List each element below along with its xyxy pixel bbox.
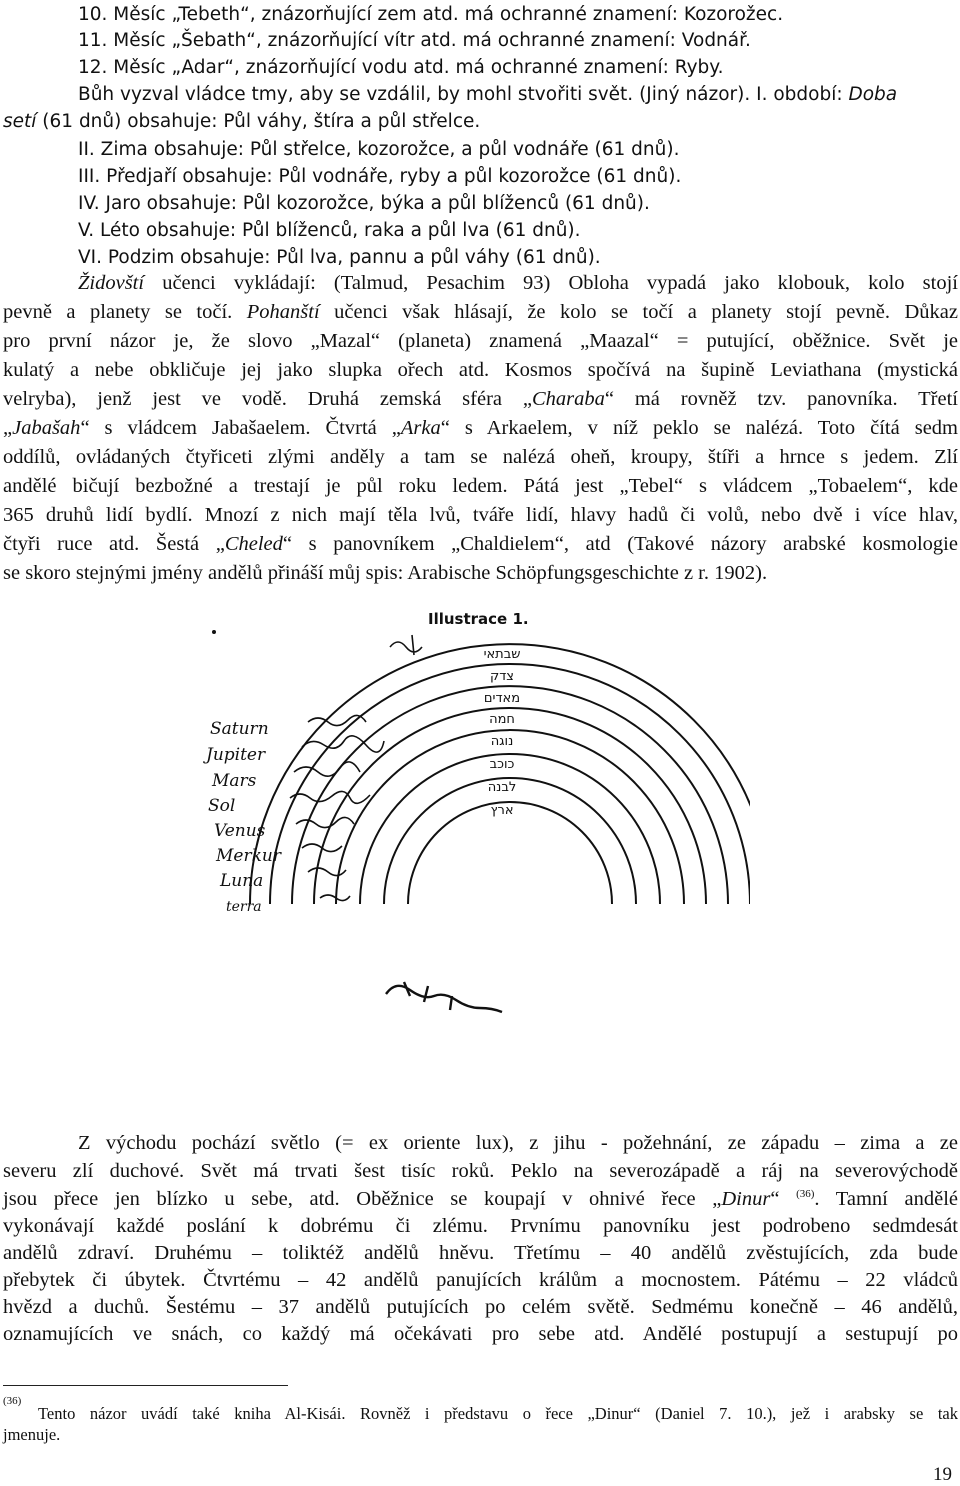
- para2-line7: hvězd a duchů. Šestému – 37 andělů putujících po celém světě. Sedmému konečně – 46 andělů,: [3, 1296, 958, 1318]
- para1-line10: [3, 533, 958, 556]
- scribble-4: [290, 791, 370, 803]
- scribble-3: [294, 762, 360, 776]
- doba-italic: Doba: [848, 84, 898, 105]
- creation-text: Bůh vyzval vládce tmy, aby se vzdálil, by mohl stvořiti svět. (Jiný názor). I. období:: [78, 84, 849, 105]
- para1-italic-5: Charaba: [531, 388, 605, 410]
- hebrew-label: צדק: [489, 669, 515, 684]
- para1-line4: kulatý a nebe obkličuje jej jako slupka ořech atd. Kosmos spočívá na šupině Leviathana (mystická: [3, 359, 958, 381]
- para1-text-10a: čtyři ruce atd. Šestá „: [3, 533, 225, 555]
- scribble-bottom: [386, 986, 502, 1012]
- doba-seti-line: [3, 111, 480, 132]
- para1-text-6b: “ s vládcem Jabašaelem. Čtvrtá „: [80, 417, 401, 439]
- page-number: 19: [933, 1464, 952, 1485]
- para1-text-10b: “ s panovníkem „Chaldielem“, atd (Takové názory arabské kosmologie: [282, 533, 958, 555]
- scribble-2: [302, 736, 384, 752]
- para2-line5: andělů zdraví. Druhému – toliktéž andělů hněvu. Třetímu – 40 andělů zvěstujících, zda bude: [3, 1242, 958, 1264]
- hebrew-label: לבנה: [487, 780, 517, 795]
- period-3: III. Předjaří obsahuje: Půl vodnáře, ryby a půl kozorožce (61 dnů).: [78, 166, 682, 187]
- planet-label: Sol: [208, 796, 236, 816]
- hebrew-label: מאדים: [483, 691, 521, 706]
- para1-line8: andělé bičují bezbožné a trestají je půl roku ledem. Pátá jest „Tebel“ s vládcem „Tobaelem“, kde: [3, 475, 958, 497]
- footnote-line1: Tento názor uvádí také kniha Al-Kisái. Rovněž i představu o řece „Dinur“ (Daniel 7. 10.), jež i arabsky se tak: [38, 1404, 958, 1423]
- para2-line3: [3, 1188, 958, 1211]
- para1-text-1: učenci vykládají: (Talmud, Pesachim 93) Obloha vypadá jako klobouk, kolo stojí: [144, 272, 958, 294]
- period-2: II. Zima obsahuje: Půl střelce, kozorožce, a půl vodnáře (61 dnů).: [78, 139, 680, 160]
- hebrew-label: נוגה: [490, 734, 514, 749]
- para1-line5: [3, 388, 958, 411]
- planet-label: Venus: [214, 821, 266, 841]
- hebrew-label: כוכב: [489, 757, 515, 772]
- para1-text-5b: “ má rovněž tzv. panovníka. Třetí: [604, 388, 959, 410]
- footnote-marker: [3, 1395, 21, 1416]
- planet-label: Merkur: [216, 846, 281, 866]
- para1-line7: oddílů, ovládaných čtyřiceti zlými anděly a tam se nalézá oheň, kroupy, štíři a hrnce s jedem. Zlí: [3, 446, 958, 468]
- footnote-line2: jmenuje.: [3, 1425, 61, 1444]
- scribble-1: [308, 715, 366, 725]
- period-5: V. Léto obsahuje: Půl blíženců, raka a půl lva (61 dnů).: [78, 220, 581, 241]
- para2-line2: severu zlí duchové. Svět má trvati šest tisíc roků. Peklo na severozápadě a ráj na severovýchodě: [3, 1160, 958, 1182]
- hebrew-label: חמה: [489, 712, 515, 727]
- para1-italic-10: Cheled: [224, 533, 283, 555]
- arabic-scribbles: [290, 635, 502, 1012]
- para2-text-3a: jsou přece jen blízko u sebe, atd. Oběžnice se koupají v ohnivé řece „: [3, 1188, 722, 1210]
- footnote-marker-text: (36): [3, 1395, 22, 1407]
- hebrew-label: שבתאי: [483, 647, 521, 662]
- para1-text-6a: „: [3, 417, 13, 439]
- para1-text-2b: učenci však hlásají, že kolo se točí a planety stojí pevně. Důkaz: [319, 301, 958, 323]
- para2-line4: vykonávají každé poslání k dobrému či zlému. Prvnímu panovníku jest podrobeno sedmdesát: [3, 1215, 958, 1237]
- planet-label: terra: [226, 899, 262, 915]
- para1-line2: [3, 301, 958, 324]
- para2-text-3c: . Tamní andělé: [814, 1188, 959, 1210]
- period-6: VI. Podzim obsahuje: Půl lva, pannu a půl váhy (61 dnů).: [78, 247, 601, 268]
- para1-line6: [3, 417, 958, 440]
- period-4: IV. Jaro obsahuje: Půl kozorožce, býka a půl blíženců (61 dnů).: [78, 193, 650, 214]
- footnote-ref[interactable]: (36): [796, 1188, 815, 1201]
- illustration-figure: [190, 602, 750, 1072]
- para1-text-6c: “ s Arkaelem, v níž peklo se nalézá. Toto čítá sedm: [440, 417, 958, 439]
- para1-text-2a: pevně a planety se točí.: [3, 301, 247, 323]
- month-12-line: 12. Měsíc „Adar“, znázorňující vodu atd. má ochranné znamení: Ryby.: [78, 57, 724, 78]
- para1-italic-1: Židovští: [78, 272, 145, 294]
- month-11-line: 11. Měsíc „Šebath“, znázorňující vítr atd. má ochranné znamení: Vodnář.: [78, 30, 751, 51]
- doba-seti-rest: (61 dnů) obsahuje: Půl váhy, štíra a půl střelce.: [36, 111, 481, 132]
- para1-italic-2: Pohanští: [246, 301, 320, 323]
- para2-line6: přebytek či úbytek. Čtvrtému – 42 andělů panujících králům a mocnostem. Pátému – 22 vládců: [3, 1269, 958, 1291]
- para1-text-5a: velryba), jenž jest ve vodě. Druhá zemská sféra „: [3, 388, 532, 410]
- para1-italic-6b: Arka: [400, 417, 441, 439]
- arc-luna: [384, 778, 636, 904]
- arc-merkur: [360, 754, 660, 904]
- figure-dot: [212, 630, 216, 634]
- para2-line1: Z východu pochází světlo (= ex oriente lux), z jihu - požehnání, ze západu – zima a ze: [78, 1132, 958, 1154]
- scribble-8: [320, 895, 350, 901]
- planet-label: Saturn: [210, 719, 269, 739]
- para2-line8: oznamujících ve snách, co každý má očekávati pro sebe atd. Andělé postupují a sestupují po: [3, 1323, 958, 1345]
- para1-line3: pro první názor je, že slovo „Mazal“ (planeta) znamená „Maazal“ = putující, oběžnice. Svět je: [3, 330, 958, 352]
- hebrew-label: ארץ: [490, 803, 514, 818]
- para1-line1: [78, 272, 958, 295]
- planet-label: Jupiter: [206, 745, 266, 765]
- seti-italic: setí: [3, 111, 37, 132]
- footnote-rule: [3, 1385, 288, 1386]
- planet-label: Mars: [212, 771, 257, 791]
- para1-line11: se skoro stejnými jmény andělů přináší můj spis: Arabische Schöpfungsgeschichte z r. 1902).: [3, 562, 768, 584]
- figure-caption: Illustrace 1.: [428, 610, 529, 628]
- para2-text-3b: “: [770, 1188, 797, 1210]
- month-10-line: 10. Měsíc „Tebeth“, znázorňující zem atd. má ochranné znamení: Kozorožec.: [78, 4, 784, 25]
- creation-line: [78, 84, 897, 105]
- para1-italic-6a: Jabašah: [12, 417, 81, 439]
- planet-label: Luna: [220, 871, 264, 891]
- scribble-5: [296, 817, 354, 827]
- scribble-top: [390, 635, 422, 655]
- para1-line9: 365 druhů lidí bydlí. Mnozí z nich mají těla lvů, tváře lidí, hlavy hadů či volů, nebo dvě i více hlav,: [3, 504, 958, 526]
- para2-italic-3: Dinur: [721, 1188, 771, 1210]
